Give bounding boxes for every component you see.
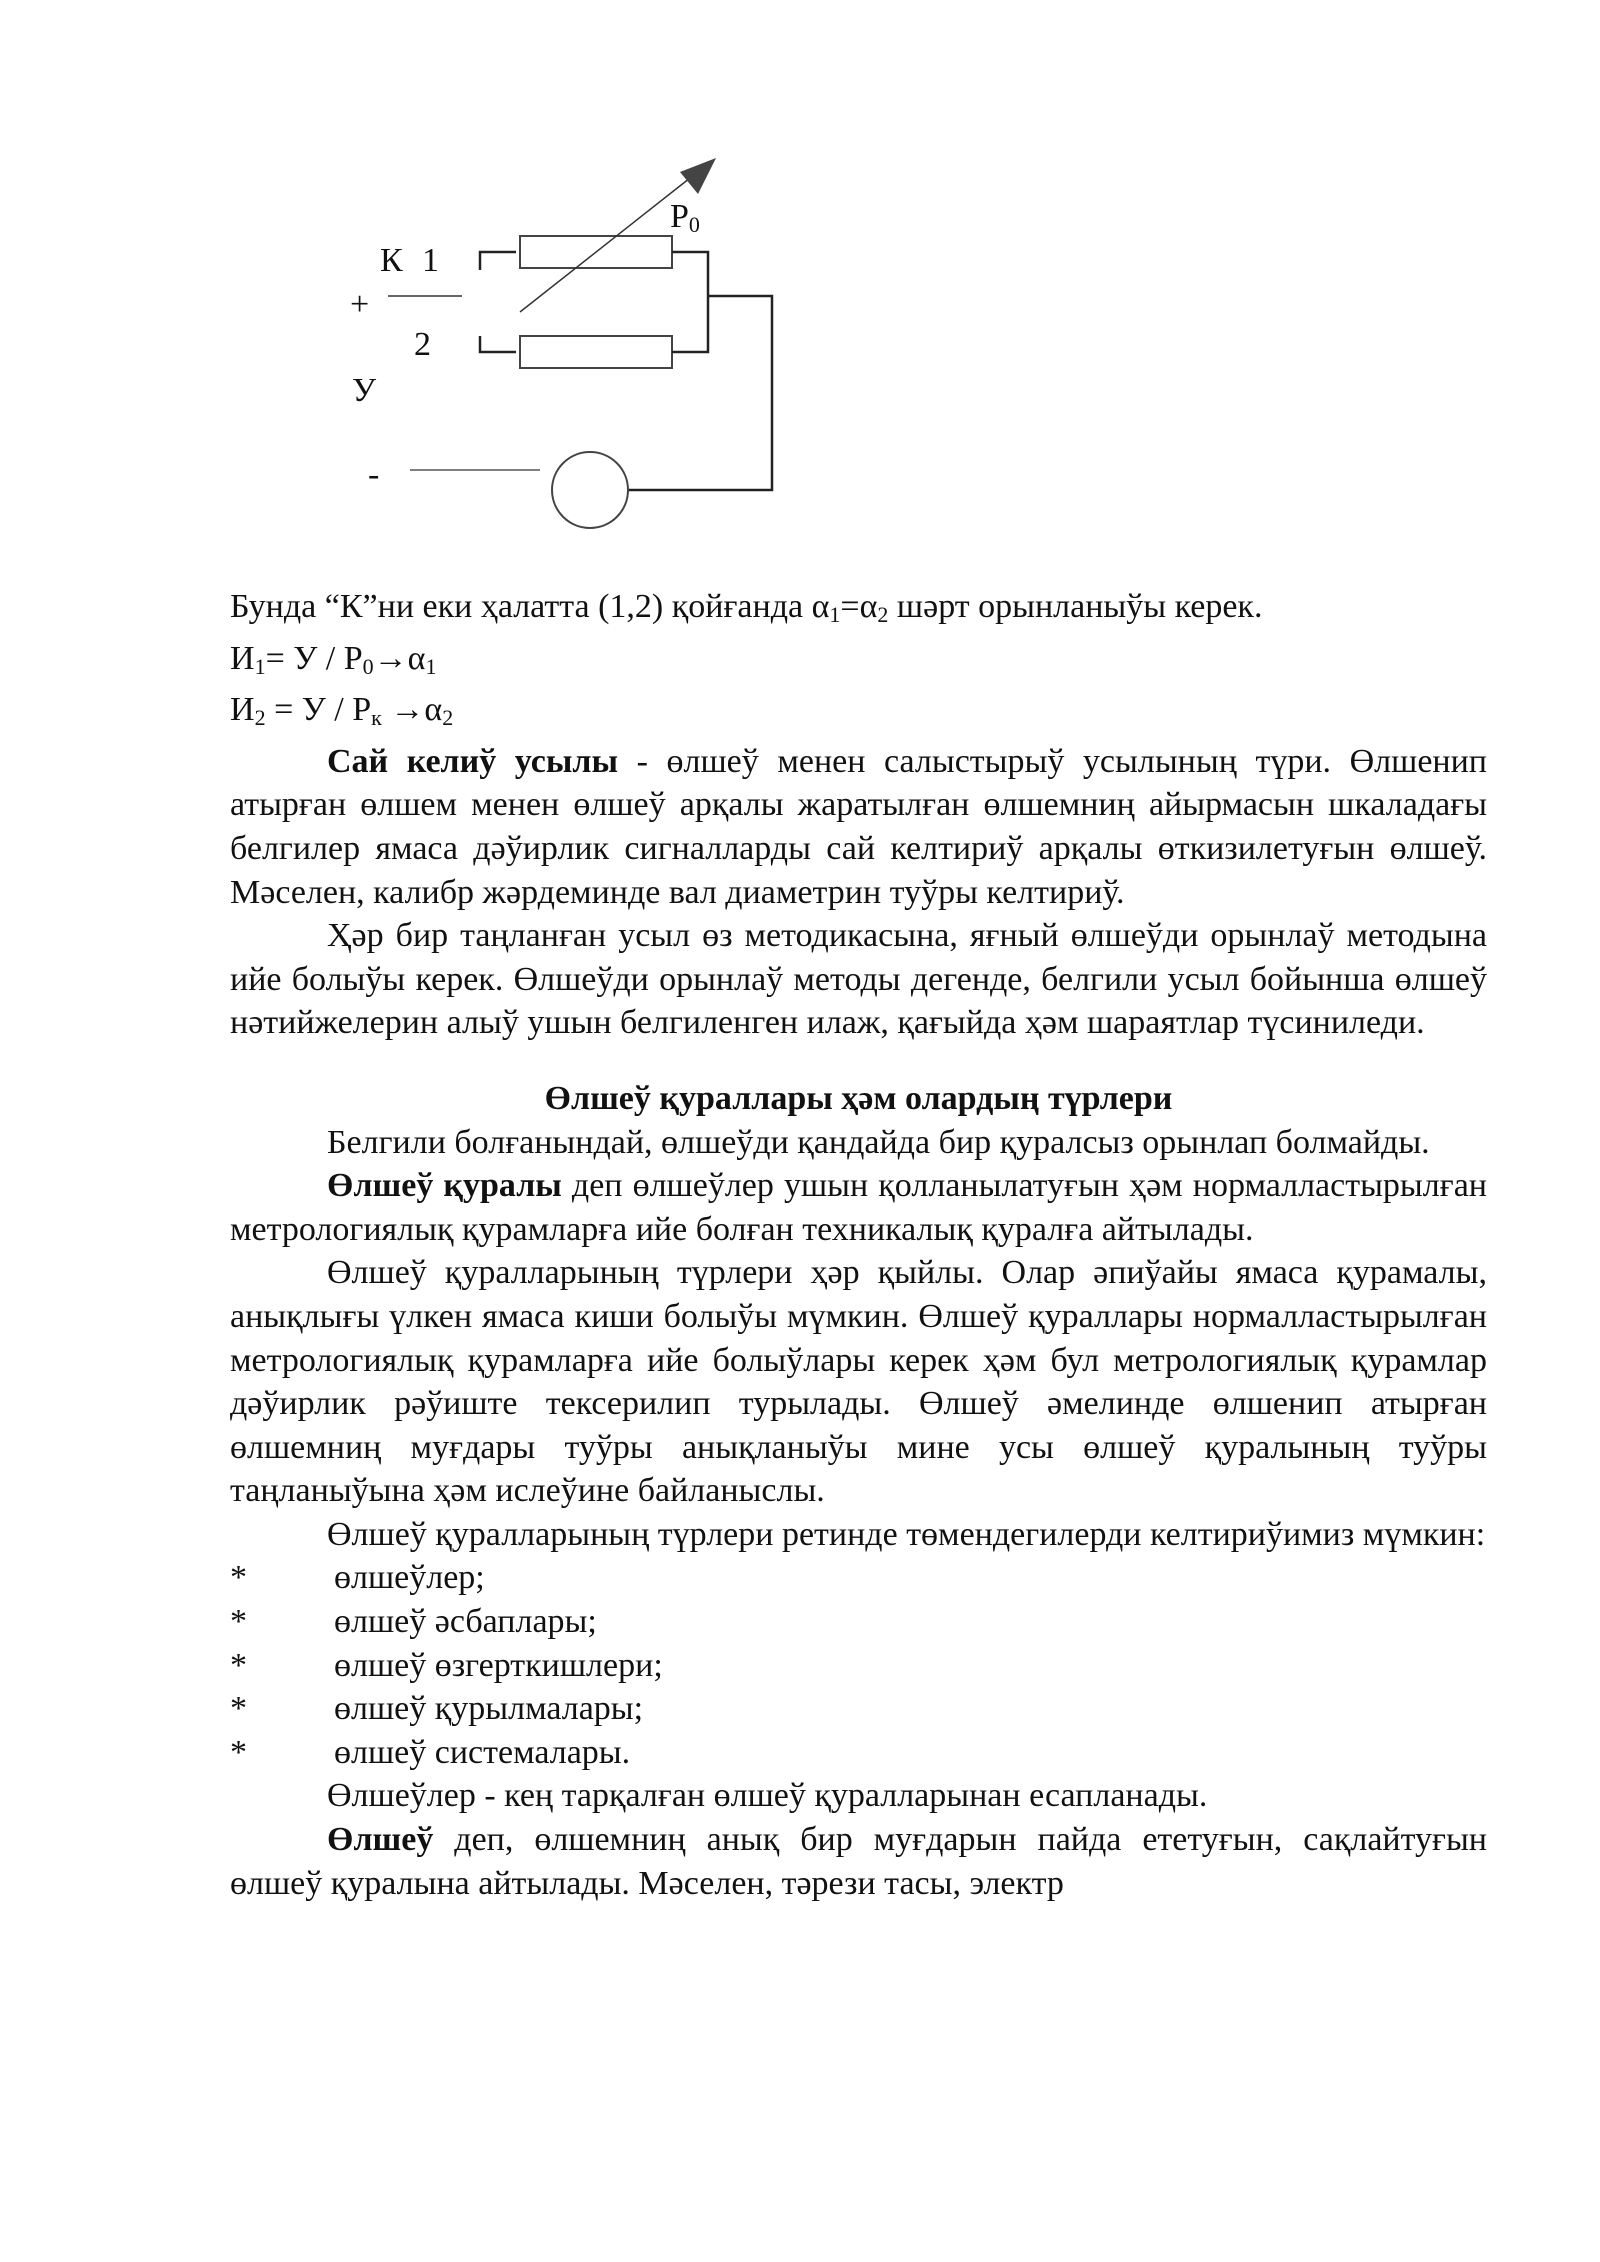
list-item: * өлшеў өзгерткишлери; <box>230 1644 1487 1688</box>
paragraph-matching-method: Сай келиў усылы - өлшеў менен салыстырыў усылының түри. Өлшенип атырған өлшем менен өлшеў арқалы жаратылған өлшемниң айырмасын шкаладағы белгилер ямаса дәўирлик сигналларды сай келтириў арқалы өткизилетуғын өлшеў. Мәселен, калибр жәрдеминде вал диаметрин туўры келтириў. <box>230 742 1488 911</box>
contact-2 <box>480 336 516 352</box>
section-heading: Өлшеў қураллары ҳәм олардың түрлери <box>544 1079 1173 1117</box>
contact-1 <box>480 252 516 270</box>
label-plus: + <box>350 286 370 323</box>
paragraph-intro: Белгили болғанындай, өлшеўди қандайда бир қуралсыз орынлап болмайды. <box>327 1123 1430 1161</box>
parallel-bus <box>672 252 708 352</box>
formula-2: $И_2 = У / Р_к \to\alpha_2$ <box>230 691 454 731</box>
paragraph-types: Өлшеў қуралларының түрлери ҳәр қыйлы. Олар әпиўайы ямаса қурамалы, анықлығы үлкен ямаса киши болыўы мүмкин. Өлшеў қураллары нормалластырылған метрологиялық қурамларға ийе болыўлары керек ҳәм бул метрологиялық қурамлар дәўирлик рәўиште тексерилип турылады. Өлшеў әмелинде өлшенип атырған өлшемниң муғдары туўры анықланыўы мине усы өлшеў қуралының туўры таңланыўына ҳәм ислеўине байланыслы. <box>230 1254 1487 1510</box>
condition-line: Бунда “К”ни еки ҳалатта (1,2) қойғанда $\alpha_1=\alpha_2$ шәрт орынланыўы керек. <box>230 588 1263 627</box>
paragraph-definition: Өлшеў қуралы деп өлшеўлер ушын қолланылатуғын ҳәм нормалластырылған метрологиялық қурамларға ийе болған техникалық қуралға айтылады. <box>230 1167 1487 1248</box>
label-contact-2: 2 <box>414 326 431 363</box>
list-item: * өлшеўлер; <box>230 1556 1487 1600</box>
return-wire <box>628 296 772 490</box>
paragraph-list-intro: Өлшеў қуралларының түрлери ретинде төмендегилерди келтириўимиз мүмкин: <box>327 1515 1486 1553</box>
bullet-star-icon: * <box>230 1690 247 1728</box>
label-contact-1: 1 <box>422 242 439 279</box>
circuit-drawing <box>330 140 830 560</box>
resistor-bottom <box>520 336 672 368</box>
bullet-star-icon: * <box>230 1646 247 1684</box>
bullet-star-icon: * <box>230 1603 247 1641</box>
bullet-star-icon: * <box>230 1559 247 1597</box>
label-voltage: У <box>352 372 377 409</box>
label-k: К <box>380 242 403 279</box>
meter-icon <box>552 452 628 528</box>
list-item: * өлшеў системалары. <box>230 1731 1487 1775</box>
list-item: * өлшеў қурылмалары; <box>230 1687 1487 1731</box>
label-minus: - <box>368 456 380 493</box>
circuit-diagram <box>330 140 830 560</box>
document-body <box>230 585 1487 1905</box>
list-item: * өлшеў әсбаплары; <box>230 1600 1487 1644</box>
paragraph-measure-definition: Өлшеў деп, өлшемниң анық бир муғдарын пайда ететуғын, сақлайтуғын өлшеў қуралына айтылады. Мәселен, тәрези тасы, электр <box>230 1821 1487 1902</box>
paragraph-measures: Өлшеўлер - кең тарқалған өлшеў қуралларынан есапланады. <box>327 1777 1208 1815</box>
bullet-star-icon: * <box>230 1733 247 1771</box>
paragraph-methodology: Ҳәр бир таңланған усыл өз методикасына, яғный өлшеўди орынлаў методына ийе болыўы керек. Өлшеўди орынлаў методы дегенде, белгили усыл бойынша өлшеў нәтийжелерин алыў ушын белгиленген илаж, қағыйда ҳәм шараятлар түсиниледи. <box>230 917 1487 1042</box>
formula-1: $И_1= У / Р_0\to\alpha_1$ <box>230 639 437 679</box>
label-p0: $Р_0$ <box>670 198 700 237</box>
rheostat-arrow-head <box>680 158 716 194</box>
